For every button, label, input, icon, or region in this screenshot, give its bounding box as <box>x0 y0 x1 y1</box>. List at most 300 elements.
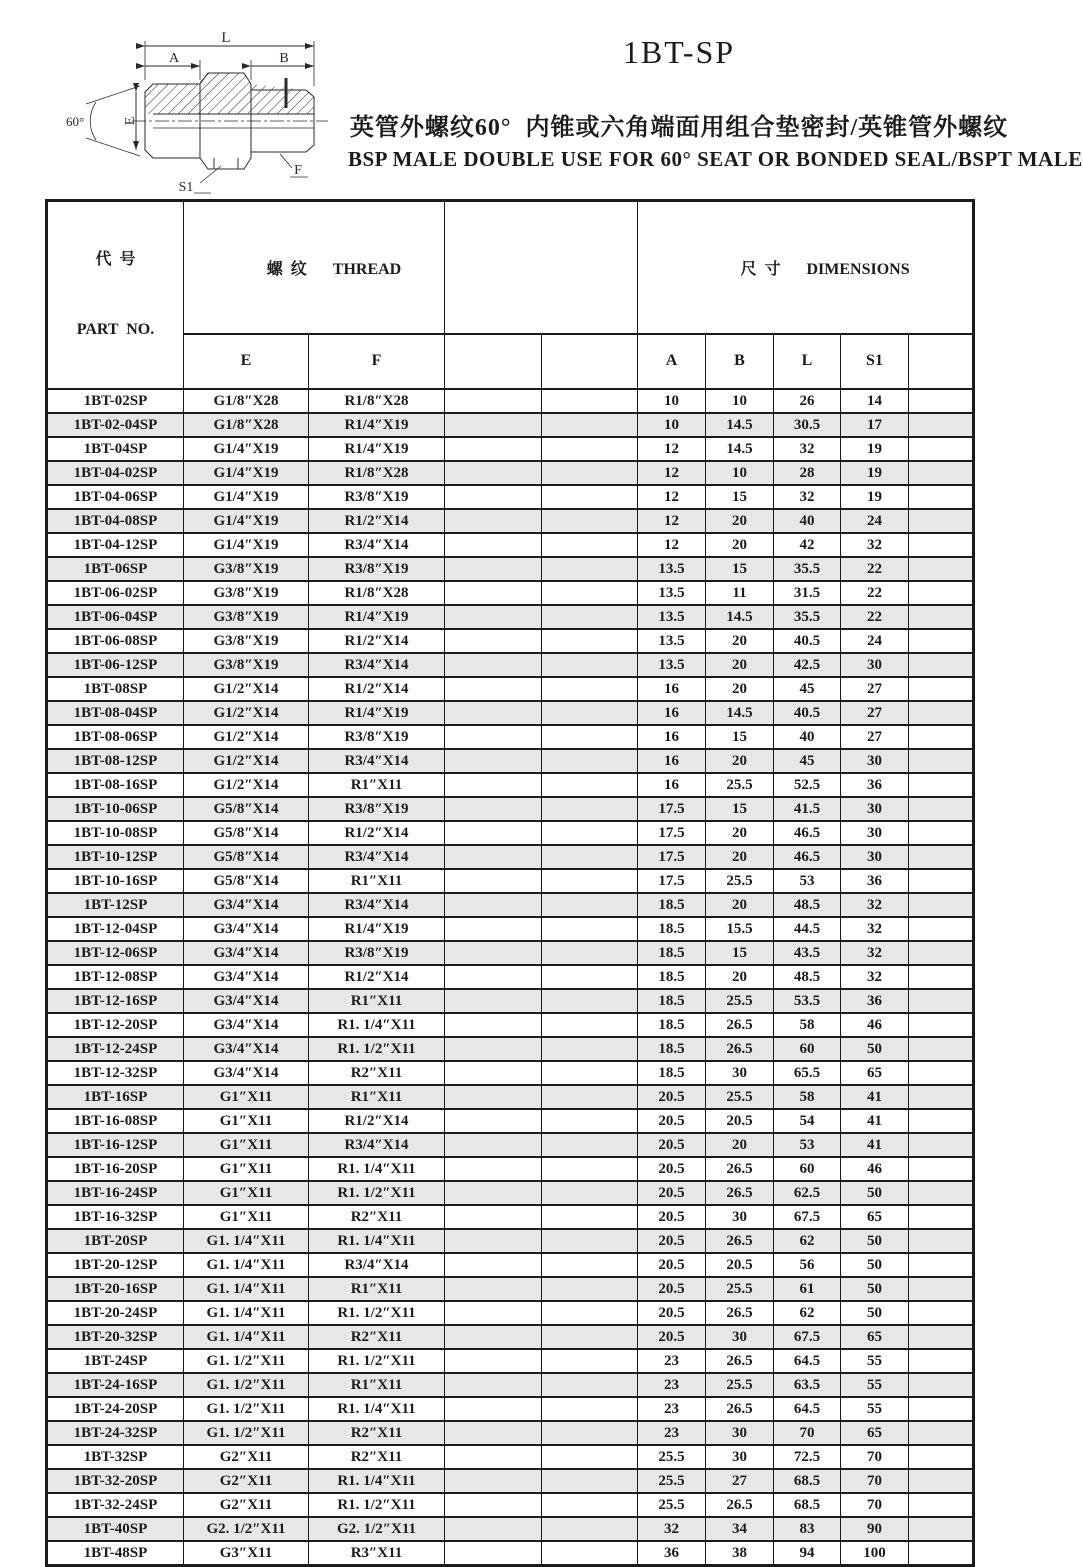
blank-cell <box>909 797 974 821</box>
part-no-cell: 1BT-02SP <box>47 389 184 413</box>
dim-l-cell: 32 <box>774 437 841 461</box>
dim-s1-cell: 30 <box>841 845 909 869</box>
dim-a-cell: 18.5 <box>638 965 706 989</box>
dim-l-cell: 31.5 <box>774 581 841 605</box>
dim-s1-cell: 46 <box>841 1157 909 1181</box>
thread-f-cell: R1/2″X14 <box>309 821 445 845</box>
part-no-cell: 1BT-32SP <box>47 1445 184 1469</box>
part-no-cell: 1BT-24-16SP <box>47 1373 184 1397</box>
blank-cell <box>445 1109 542 1133</box>
dim-b-cell: 25.5 <box>706 1085 774 1109</box>
thread-e-cell: G5/8″X14 <box>184 869 309 893</box>
dim-b-cell: 26.5 <box>706 1037 774 1061</box>
dimensions-header <box>638 201 974 335</box>
part-no-cell: 1BT-06-04SP <box>47 605 184 629</box>
dim-b-cell: 20 <box>706 629 774 653</box>
blank-cell <box>542 1133 638 1157</box>
part-no-cell: 1BT-06SP <box>47 557 184 581</box>
part-no-cell: 1BT-24-20SP <box>47 1397 184 1421</box>
blank-cell <box>542 1109 638 1133</box>
blank-cell <box>542 701 638 725</box>
part-no-cell: 1BT-04-12SP <box>47 533 184 557</box>
blank-cell <box>542 917 638 941</box>
dim-a-cell: 12 <box>638 509 706 533</box>
table-row <box>47 1397 974 1421</box>
thread-header <box>184 201 445 335</box>
page-title: 1BT-SP <box>622 34 736 70</box>
thread-e-cell: G1/4″X19 <box>184 437 309 461</box>
dim-b-cell: 14.5 <box>706 413 774 437</box>
dim-s1-cell: 32 <box>841 533 909 557</box>
dim-a-cell: 32 <box>638 1517 706 1541</box>
blank-cell <box>445 1181 542 1205</box>
table-row <box>47 1157 974 1181</box>
dim-s1-cell: 70 <box>841 1469 909 1493</box>
dim-b-cell: 26.5 <box>706 1157 774 1181</box>
dim-s1-cell: 50 <box>841 1181 909 1205</box>
dim-a-cell: 18.5 <box>638 1013 706 1037</box>
thread-f-cell: R1. 1/4″X11 <box>309 1013 445 1037</box>
thread-e-cell: G3/4″X14 <box>184 1061 309 1085</box>
thread-f-cell: R1/4″X19 <box>309 413 445 437</box>
thread-e-cell: G1/2″X14 <box>184 677 309 701</box>
dim-l-cell: 62 <box>774 1229 841 1253</box>
dim-b-cell: 20 <box>706 749 774 773</box>
table-row <box>47 965 974 989</box>
thread-f-cell: R3/4″X14 <box>309 893 445 917</box>
dim-l-cell: 68.5 <box>774 1493 841 1517</box>
blank-cell <box>445 1517 542 1541</box>
dim-b-cell: 15 <box>706 797 774 821</box>
blank-cell <box>542 1541 638 1566</box>
thread-f-cell: R3/4″X14 <box>309 1133 445 1157</box>
thread-f-cell: R3/8″X19 <box>309 485 445 509</box>
col-header-f: F <box>309 334 445 388</box>
blank-cell <box>542 629 638 653</box>
thread-f-cell: R1. 1/2″X11 <box>309 1037 445 1061</box>
blank-cell <box>445 1421 542 1445</box>
dim-l-cell: 83 <box>774 1517 841 1541</box>
table-row <box>47 701 974 725</box>
table-row <box>47 1037 974 1061</box>
thread-f-cell: R3/8″X19 <box>309 725 445 749</box>
part-no-cell: 1BT-48SP <box>47 1541 184 1566</box>
blank-cell <box>445 533 542 557</box>
part-no-cell: 1BT-04-06SP <box>47 485 184 509</box>
blank-cell <box>445 965 542 989</box>
dim-a-cell: 20.5 <box>638 1253 706 1277</box>
blank-cell <box>542 1037 638 1061</box>
dim-b-cell: 20 <box>706 821 774 845</box>
part-no-cell: 1BT-20-12SP <box>47 1253 184 1277</box>
dim-l-cell: 61 <box>774 1277 841 1301</box>
dim-l-cell: 45 <box>774 749 841 773</box>
dim-b-cell: 26.5 <box>706 1493 774 1517</box>
thread-f-cell: R1″X11 <box>309 869 445 893</box>
blank-cell <box>909 1541 974 1566</box>
table-row <box>47 989 974 1013</box>
blank-cell <box>445 629 542 653</box>
table-row <box>47 509 974 533</box>
part-no-cell: 1BT-32-24SP <box>47 1493 184 1517</box>
part-no-cell: 1BT-08-16SP <box>47 773 184 797</box>
dim-l-cell: 53.5 <box>774 989 841 1013</box>
dim-s1-cell: 36 <box>841 869 909 893</box>
blank-header-cell <box>445 201 638 335</box>
blank-cell <box>909 461 974 485</box>
thread-e-cell: G1/4″X19 <box>184 485 309 509</box>
blank-cell <box>909 1397 974 1421</box>
dim-a-cell: 16 <box>638 725 706 749</box>
dim-s1-cell: 17 <box>841 413 909 437</box>
thread-e-cell: G3/4″X14 <box>184 893 309 917</box>
blank-cell <box>445 1493 542 1517</box>
dim-l-cell: 58 <box>774 1013 841 1037</box>
dim-b-cell: 26.5 <box>706 1301 774 1325</box>
dim-a-cell: 18.5 <box>638 1061 706 1085</box>
dim-l-cell: 30.5 <box>774 413 841 437</box>
dim-a-cell: 25.5 <box>638 1493 706 1517</box>
blank-cell <box>542 437 638 461</box>
part-no-cell: 1BT-10-06SP <box>47 797 184 821</box>
blank-cell <box>445 1277 542 1301</box>
blank-cell <box>445 749 542 773</box>
part-no-cell: 1BT-10-08SP <box>47 821 184 845</box>
thread-f-cell: R3/8″X19 <box>309 797 445 821</box>
dim-s1-cell: 50 <box>841 1037 909 1061</box>
part-no-cell: 1BT-04-02SP <box>47 461 184 485</box>
thread-e-cell: G1/2″X14 <box>184 701 309 725</box>
dim-a-cell: 13.5 <box>638 605 706 629</box>
blank-cell <box>542 581 638 605</box>
dim-l-cell: 40.5 <box>774 701 841 725</box>
dim-s1-cell: 24 <box>841 629 909 653</box>
dim-l-cell: 35.5 <box>774 605 841 629</box>
blank-cell <box>542 1301 638 1325</box>
thread-e-cell: G1/8″X28 <box>184 413 309 437</box>
thread-e-cell: G1. 1/2″X11 <box>184 1349 309 1373</box>
blank-cell <box>445 581 542 605</box>
dim-l-cell: 46.5 <box>774 821 841 845</box>
dim-b-cell: 30 <box>706 1421 774 1445</box>
dim-s1-cell: 32 <box>841 941 909 965</box>
dim-b-cell: 38 <box>706 1541 774 1566</box>
col-header-e: E <box>184 334 309 388</box>
blank-cell <box>909 869 974 893</box>
blank-cell <box>909 413 974 437</box>
thread-f-cell: R1. 1/2″X11 <box>309 1301 445 1325</box>
thread-e-cell: G3/8″X19 <box>184 629 309 653</box>
part-no-cell: 1BT-16-12SP <box>47 1133 184 1157</box>
title-block <box>348 0 1083 172</box>
dim-s1-cell: 55 <box>841 1349 909 1373</box>
dim-a-cell: 20.5 <box>638 1325 706 1349</box>
part-no-cell: 1BT-20-16SP <box>47 1277 184 1301</box>
blank-cell <box>909 1037 974 1061</box>
dim-a-cell: 18.5 <box>638 941 706 965</box>
thread-f-cell: R1. 1/2″X11 <box>309 1493 445 1517</box>
dim-s1-cell: 32 <box>841 893 909 917</box>
blank-cell <box>445 1205 542 1229</box>
thread-f-cell: R3/8″X19 <box>309 557 445 581</box>
part-no-cell: 1BT-12-16SP <box>47 989 184 1013</box>
table-row <box>47 581 974 605</box>
thread-f-cell: R1/8″X28 <box>309 389 445 413</box>
thread-f-cell: R1/2″X14 <box>309 509 445 533</box>
dim-a-cell: 13.5 <box>638 629 706 653</box>
part-no-cell: 1BT-08SP <box>47 677 184 701</box>
dim-label-b: B <box>279 51 289 66</box>
blank-cell <box>445 701 542 725</box>
blank-cell <box>909 1229 974 1253</box>
dim-b-cell: 15 <box>706 485 774 509</box>
thread-f-cell: R3/4″X14 <box>309 653 445 677</box>
dim-s1-cell: 46 <box>841 1013 909 1037</box>
blank-cell <box>909 1013 974 1037</box>
blank-cell <box>909 1301 974 1325</box>
dim-a-cell: 20.5 <box>638 1157 706 1181</box>
blank-cell <box>445 725 542 749</box>
dim-l-cell: 41.5 <box>774 797 841 821</box>
blank-cell <box>542 1157 638 1181</box>
dim-b-cell: 26.5 <box>706 1349 774 1373</box>
blank-cell <box>909 893 974 917</box>
dim-l-cell: 53 <box>774 869 841 893</box>
thread-f-cell: R2″X11 <box>309 1325 445 1349</box>
dim-b-cell: 25.5 <box>706 1277 774 1301</box>
dim-a-cell: 17.5 <box>638 869 706 893</box>
dim-s1-cell: 65 <box>841 1421 909 1445</box>
blank-cell <box>445 821 542 845</box>
dim-a-cell: 16 <box>638 701 706 725</box>
table-row <box>47 1109 974 1133</box>
dim-l-cell: 32 <box>774 485 841 509</box>
part-no-cell: 1BT-20SP <box>47 1229 184 1253</box>
part-no-cell: 1BT-12-04SP <box>47 917 184 941</box>
blank-cell <box>445 1061 542 1085</box>
blank-cell <box>909 557 974 581</box>
dim-s1-cell: 36 <box>841 773 909 797</box>
page-header <box>0 0 1083 198</box>
blank-cell <box>542 773 638 797</box>
part-no-cell: 1BT-04SP <box>47 437 184 461</box>
blank-cell <box>909 725 974 749</box>
blank-header-cell <box>445 334 542 388</box>
part-no-header-en: PART NO. <box>76 320 155 338</box>
blank-cell <box>542 1229 638 1253</box>
thread-e-cell: G1/4″X19 <box>184 461 309 485</box>
dim-a-cell: 20.5 <box>638 1229 706 1253</box>
dim-a-cell: 18.5 <box>638 989 706 1013</box>
dim-a-cell: 18.5 <box>638 893 706 917</box>
dim-b-cell: 25.5 <box>706 1373 774 1397</box>
dim-l-cell: 62.5 <box>774 1181 841 1205</box>
table-row <box>47 773 974 797</box>
blank-cell <box>445 941 542 965</box>
dim-label-l: L <box>221 30 231 46</box>
dim-a-cell: 13.5 <box>638 581 706 605</box>
thread-f-cell: R2″X11 <box>309 1061 445 1085</box>
blank-cell <box>542 1061 638 1085</box>
blank-cell <box>542 1325 638 1349</box>
part-no-cell: 1BT-24-32SP <box>47 1421 184 1445</box>
col-header-b: B <box>706 334 774 388</box>
dim-a-cell: 12 <box>638 461 706 485</box>
table-row <box>47 1253 974 1277</box>
thread-e-cell: G5/8″X14 <box>184 821 309 845</box>
blank-cell <box>909 605 974 629</box>
part-no-cell: 1BT-08-04SP <box>47 701 184 725</box>
thread-e-cell: G1″X11 <box>184 1133 309 1157</box>
dim-a-cell: 17.5 <box>638 845 706 869</box>
blank-cell <box>542 1277 638 1301</box>
blank-cell <box>542 461 638 485</box>
dim-l-cell: 46.5 <box>774 845 841 869</box>
blank-cell <box>542 509 638 533</box>
dim-s1-cell: 32 <box>841 965 909 989</box>
table-row <box>47 1373 974 1397</box>
thread-header-en: THREAD <box>332 261 402 279</box>
blank-cell <box>542 1397 638 1421</box>
blank-cell <box>445 1157 542 1181</box>
part-no-cell: 1BT-08-06SP <box>47 725 184 749</box>
dim-b-cell: 20 <box>706 677 774 701</box>
blank-cell <box>909 1205 974 1229</box>
thread-e-cell: G1. 1/4″X11 <box>184 1229 309 1253</box>
blank-cell <box>445 773 542 797</box>
table-row <box>47 437 974 461</box>
table-row <box>47 941 974 965</box>
part-no-cell: 1BT-12-06SP <box>47 941 184 965</box>
thread-header-zh: 螺 纹 <box>266 261 307 279</box>
blank-cell <box>542 1517 638 1541</box>
angle-label: 60° <box>66 114 85 129</box>
thread-e-cell: G1/8″X28 <box>184 389 309 413</box>
part-no-cell: 1BT-16-32SP <box>47 1205 184 1229</box>
blank-cell <box>542 1181 638 1205</box>
dim-s1-cell: 50 <box>841 1301 909 1325</box>
thread-f-cell: R1/8″X28 <box>309 581 445 605</box>
thread-e-cell: G1. 1/4″X11 <box>184 1277 309 1301</box>
blank-cell <box>542 1469 638 1493</box>
dim-b-cell: 34 <box>706 1517 774 1541</box>
blank-cell <box>909 1133 974 1157</box>
blank-cell <box>909 1349 974 1373</box>
dim-s1-cell: 50 <box>841 1253 909 1277</box>
blank-cell <box>445 1133 542 1157</box>
dim-label-f: F <box>294 163 302 178</box>
dim-l-cell: 60 <box>774 1157 841 1181</box>
thread-f-cell: R1. 1/4″X11 <box>309 1157 445 1181</box>
thread-f-cell: R3/4″X14 <box>309 1253 445 1277</box>
blank-cell <box>542 1373 638 1397</box>
dim-s1-cell: 32 <box>841 917 909 941</box>
thread-f-cell: R1. 1/4″X11 <box>309 1397 445 1421</box>
thread-e-cell: G1″X11 <box>184 1157 309 1181</box>
dim-b-cell: 27 <box>706 1469 774 1493</box>
blank-cell <box>542 413 638 437</box>
dim-s1-cell: 65 <box>841 1061 909 1085</box>
table-row <box>47 1349 974 1373</box>
thread-f-cell: R1″X11 <box>309 1085 445 1109</box>
table-row <box>47 557 974 581</box>
thread-f-cell: R1/2″X14 <box>309 965 445 989</box>
dim-b-cell: 15 <box>706 941 774 965</box>
thread-e-cell: G1″X11 <box>184 1181 309 1205</box>
part-no-header-zh: 代 号 <box>95 251 136 269</box>
blank-cell <box>542 869 638 893</box>
dim-l-cell: 67.5 <box>774 1325 841 1349</box>
blank-cell <box>542 677 638 701</box>
blank-header-cell <box>542 334 638 388</box>
blank-cell <box>445 1445 542 1469</box>
thread-f-cell: R1″X11 <box>309 1277 445 1301</box>
dim-l-cell: 68.5 <box>774 1469 841 1493</box>
blank-cell <box>909 653 974 677</box>
thread-f-cell: R1. 1/2″X11 <box>309 1181 445 1205</box>
blank-cell <box>909 749 974 773</box>
blank-cell <box>445 557 542 581</box>
table-row <box>47 1205 974 1229</box>
part-no-cell: 1BT-24SP <box>47 1349 184 1373</box>
blank-cell <box>445 797 542 821</box>
blank-cell <box>445 389 542 413</box>
table-row <box>47 797 974 821</box>
blank-cell <box>909 629 974 653</box>
blank-cell <box>445 509 542 533</box>
thread-e-cell: G3/8″X19 <box>184 557 309 581</box>
thread-e-cell: G1/4″X19 <box>184 509 309 533</box>
thread-e-cell: G3/4″X14 <box>184 1037 309 1061</box>
thread-e-cell: G3/4″X14 <box>184 1013 309 1037</box>
thread-f-cell: R1/2″X14 <box>309 629 445 653</box>
blank-cell <box>445 845 542 869</box>
thread-e-cell: G1. 1/4″X11 <box>184 1253 309 1277</box>
blank-cell <box>542 605 638 629</box>
dim-a-cell: 20.5 <box>638 1181 706 1205</box>
blank-cell <box>909 1109 974 1133</box>
dim-b-cell: 14.5 <box>706 605 774 629</box>
dim-a-cell: 23 <box>638 1397 706 1421</box>
blank-cell <box>542 1349 638 1373</box>
dim-label-s1: S1 <box>178 180 194 195</box>
dim-l-cell: 42 <box>774 533 841 557</box>
dim-a-cell: 20.5 <box>638 1301 706 1325</box>
blank-cell <box>909 1445 974 1469</box>
thread-e-cell: G3″X11 <box>184 1541 309 1566</box>
thread-f-cell: R1/2″X14 <box>309 1109 445 1133</box>
dim-a-cell: 12 <box>638 533 706 557</box>
thread-f-cell: R2″X11 <box>309 1421 445 1445</box>
thread-f-cell: R1. 1/2″X11 <box>309 1349 445 1373</box>
dim-b-cell: 20 <box>706 845 774 869</box>
blank-cell <box>445 1469 542 1493</box>
blank-cell <box>445 1301 542 1325</box>
blank-cell <box>542 989 638 1013</box>
dimensions-header-en: DIMENSIONS <box>806 261 910 279</box>
thread-e-cell: G1. 1/2″X11 <box>184 1421 309 1445</box>
table-row <box>47 1181 974 1205</box>
table-row <box>47 845 974 869</box>
dim-l-cell: 52.5 <box>774 773 841 797</box>
dim-b-cell: 14.5 <box>706 701 774 725</box>
table-row <box>47 749 974 773</box>
dim-l-cell: 43.5 <box>774 941 841 965</box>
part-no-cell: 1BT-12-08SP <box>47 965 184 989</box>
thread-f-cell: R1/2″X14 <box>309 677 445 701</box>
blank-header-cell <box>909 334 974 388</box>
dim-s1-cell: 50 <box>841 1229 909 1253</box>
